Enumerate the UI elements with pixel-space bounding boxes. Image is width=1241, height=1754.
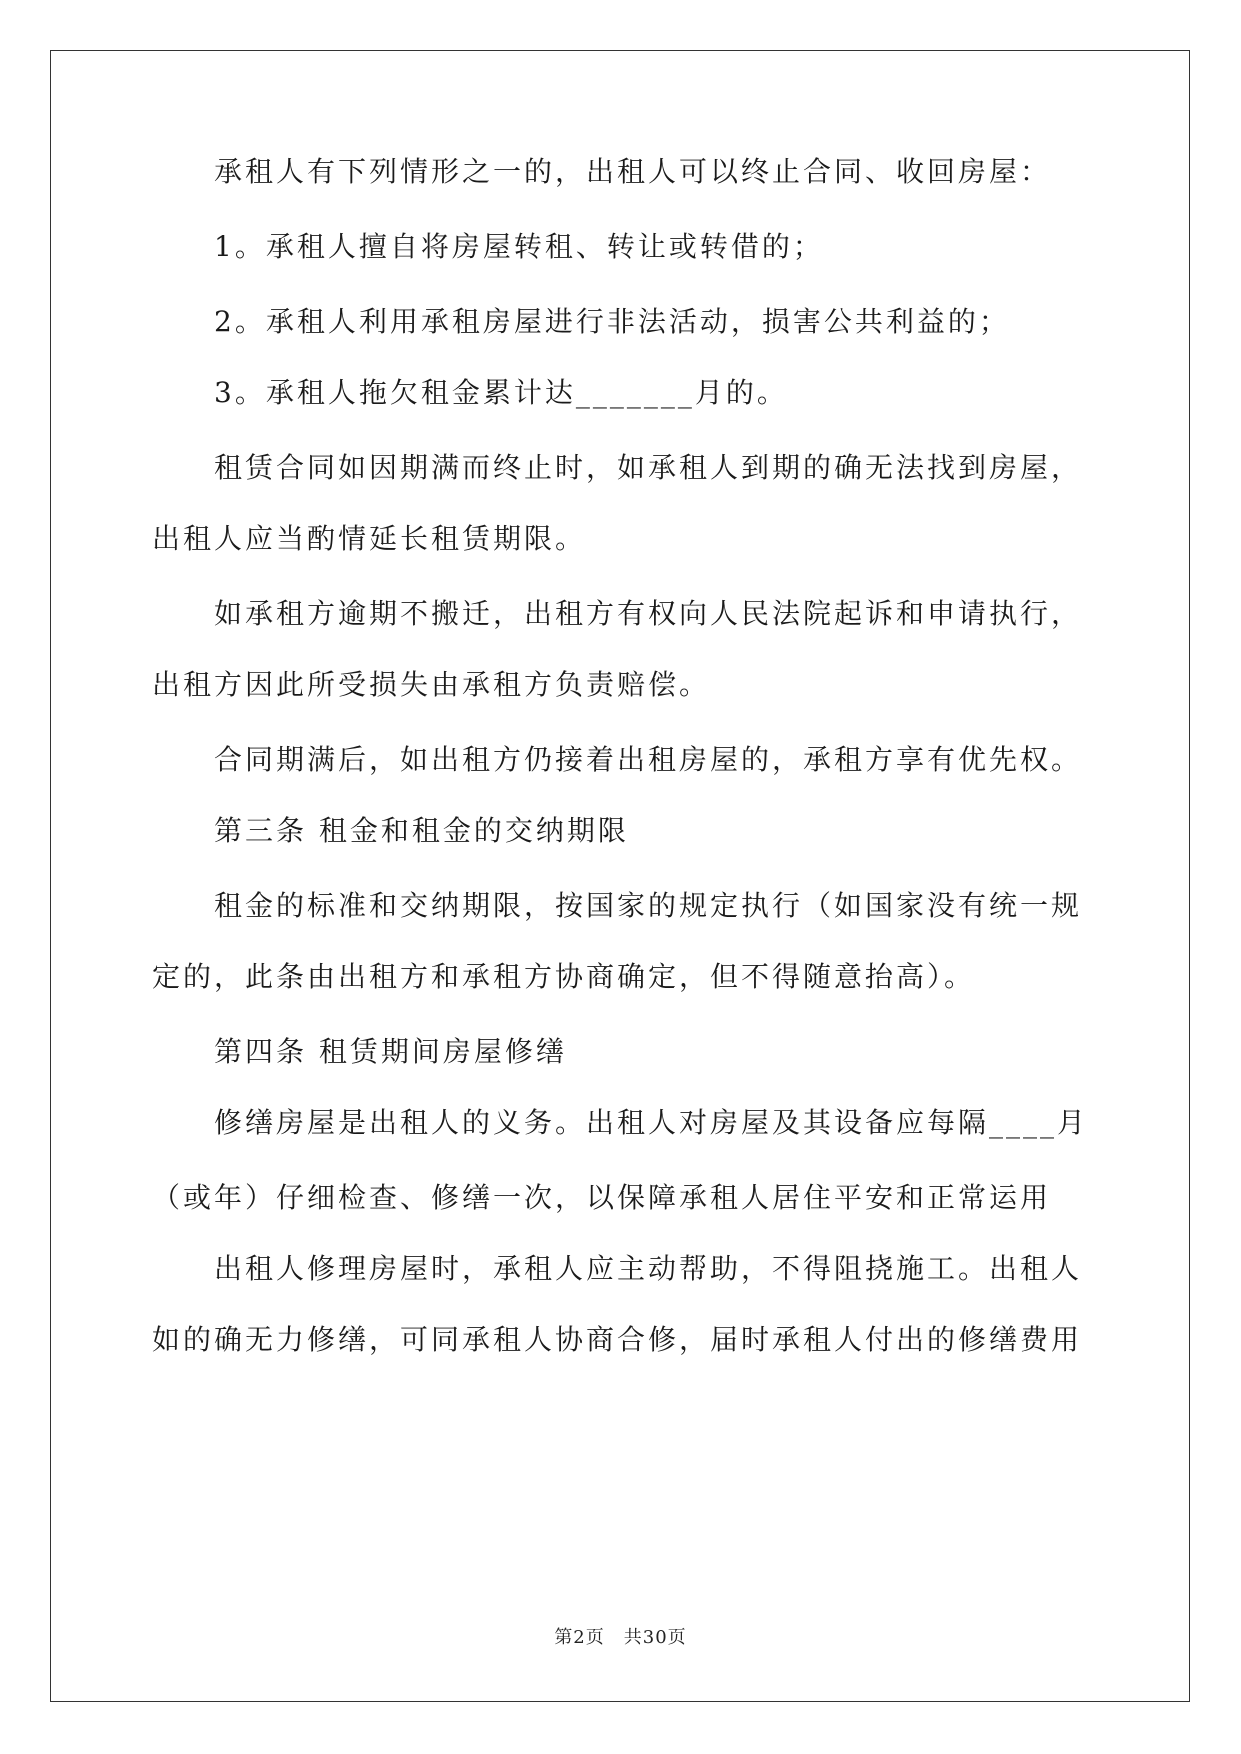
paragraph-line: 如承租方逾期不搬迁，出租方有权向人民法院起诉和申请执行， (214, 597, 1083, 630)
page-border (50, 50, 1190, 1702)
paragraph-line: 承租人有下列情形之一的，出租人可以终止合同、收回房屋： (214, 155, 1052, 188)
section-heading: 第四条 租赁期间房屋修缮 (214, 1035, 567, 1068)
paragraph-line: 租赁合同如因期满而终止时，如承租人到期的确无法找到房屋， (214, 451, 1083, 484)
paragraph-line: 合同期满后，如出租方仍接着出租房屋的，承租方享有优先权。 (214, 743, 1083, 776)
paragraph-line: 定的，此条由出租方和承租方协商确定，但不得随意抬高）。 (152, 960, 976, 993)
paragraph-line: 租金的标准和交纳期限，按国家的规定执行（如国家没有统一规 (214, 889, 1083, 922)
page-number: 第2页 共30页 (554, 1627, 687, 1648)
paragraph-line: 出租方因此所受损失由承租方负责赔偿。 (152, 668, 711, 701)
paragraph-line: 2。承租人利用承租房屋进行非法活动，损害公共利益的； (214, 305, 1010, 338)
paragraph-line: 修缮房屋是出租人的义务。出租人对房屋及其设备应每隔____月 (214, 1106, 1089, 1139)
section-heading: 第三条 租金和租金的交纳期限 (214, 814, 629, 847)
paragraph-line: 1。承租人擅自将房屋转租、转让或转借的； (214, 230, 824, 263)
paragraph-line: 如的确无力修缮，可同承租人协商合修，届时承租人付出的修缮费用 (152, 1323, 1083, 1356)
paragraph-line: 出租人修理房屋时，承租人应主动帮助，不得阻挠施工。出租人 (214, 1252, 1083, 1285)
paragraph-line: （或年）仔细检查、修缮一次，以保障承租人居住平安和正常运用 (152, 1181, 1052, 1214)
paragraph-line: 出租人应当酌情延长租赁期限。 (152, 522, 587, 555)
paragraph-line: 3。承租人拖欠租金累计达_______月的。 (214, 376, 788, 409)
